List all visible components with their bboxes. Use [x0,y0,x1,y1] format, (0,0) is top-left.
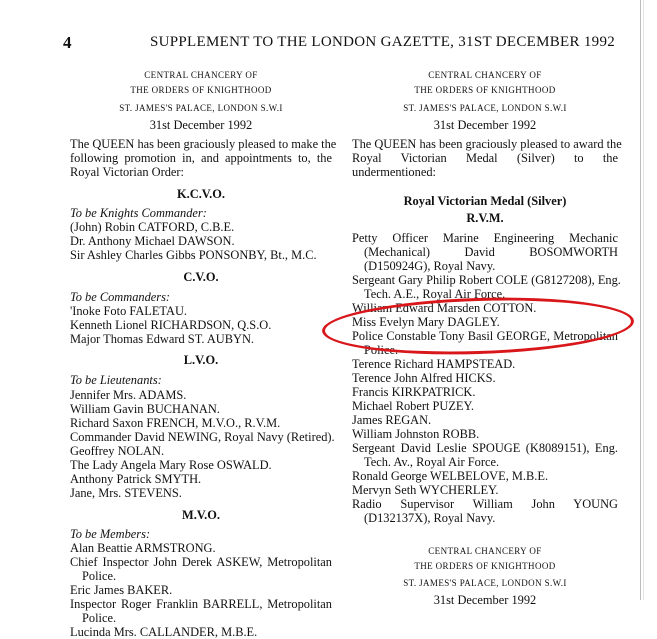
medal-recipient-continued: Tech. A.E., Royal Air Force. [364,287,506,301]
page-edge-shadow [643,0,644,600]
medal-recipient: Terence Richard HAMPSTEAD. [352,357,516,371]
intro-line: undermentioned: [352,165,436,179]
honour-name: Richard Saxon FRENCH, M.V.O., R.V.M. [70,416,281,430]
intro-line: Royal Victorian Order: [70,165,184,179]
section-heading-rvm: R.V.M. [466,211,504,225]
page-edge [640,0,641,600]
honour-name-continued: Police. [82,611,117,625]
section-heading-kcvo: K.C.V.O. [177,187,225,201]
honour-name: 'Inoke Foto FALETAU. [70,304,187,318]
honour-name: Major Thomas Edward ST. AUBYN. [70,332,255,346]
medal-recipient: Michael Robert PUZEY. [352,399,474,413]
honour-name: Jennifer Mrs. ADAMS. [70,388,187,402]
honour-name: Geoffrey NOLAN. [70,444,165,458]
honour-name: Commander David NEWING, Royal Navy (Retired). [70,430,335,444]
chancery-line-1: CENTRAL CHANCERY OF [144,70,258,80]
palace-line: ST. JAMES'S PALACE, LONDON S.W.I [403,103,567,113]
medal-heading: Royal Victorian Medal (Silver) [403,194,567,208]
notice-date: 31st December 1992 [149,118,253,132]
section-subheading: To be Lieutenants: [70,373,162,387]
medal-recipient: William Johnston ROBB. [352,427,480,441]
medal-recipient-continued: (D132137X), Royal Navy. [364,511,496,525]
intro-line: The QUEEN has been graciously pleased to award the [352,137,622,151]
honour-name: Lucinda Mrs. CALLANDER, M.B.E. [70,625,258,639]
medal-recipient-continued: (Mechanical) David BOSOMWORTH [364,245,618,259]
chancery-line-1: CENTRAL CHANCERY OF [428,546,542,556]
palace-line: ST. JAMES'S PALACE, LONDON S.W.I [119,103,283,113]
honour-name: Kenneth Lionel RICHARDSON, Q.S.O. [70,318,272,332]
section-subheading: To be Knights Commander: [70,206,207,220]
medal-recipient-highlighted: Police Constable Tony Basil GEORGE, Metropolitan [352,329,618,343]
section-heading-mvo: M.V.O. [182,508,220,522]
intro-line: following promotion in, and appointments to, the [70,151,332,165]
chancery-line-2: THE ORDERS OF KNIGHTHOOD [414,85,556,95]
medal-recipient: James REGAN. [352,413,432,427]
honour-name: Jane, Mrs. STEVENS. [70,486,182,500]
section-subheading: To be Commanders: [70,290,171,304]
medal-recipient: Ronald George WELBELOVE, M.B.E. [352,469,549,483]
honour-name: Sir Ashley Charles Gibbs PONSONBY, Bt., M.C. [70,248,317,262]
section-subheading: To be Members: [70,527,151,541]
medal-recipient: Sergeant Gary Philip Robert COLE (G8127208), Eng. [352,273,621,287]
honour-name: Anthony Patrick SMYTH. [70,472,202,486]
honour-name-continued: Police. [82,569,117,583]
honour-name: (John) Robin CATFORD, C.B.E. [70,220,235,234]
medal-recipient: William Edward Marsden COTTON. [352,301,537,315]
medal-recipient: Petty Officer Marine Engineering Mechanic [352,231,618,245]
notice-date: 31st December 1992 [433,118,537,132]
palace-line: ST. JAMES'S PALACE, LONDON S.W.I [403,578,567,588]
section-heading-lvo: L.V.O. [183,353,219,367]
medal-recipient-continued: Tech. Av., Royal Air Force. [364,455,500,469]
medal-recipient: Sergeant David Leslie SPOUGE (K8089151), Eng. [352,441,618,455]
medal-recipient: Radio Supervisor William John YOUNG [352,497,618,511]
notice-date: 31st December 1992 [433,593,537,607]
intro-line: The QUEEN has been graciously pleased to make the [70,137,337,151]
page-number: 4 [63,33,72,52]
medal-recipient-continued: Police. [364,343,399,357]
honour-name: The Lady Angela Mary Rose OSWALD. [70,458,272,472]
chancery-line-2: THE ORDERS OF KNIGHTHOOD [130,85,272,95]
medal-recipient: Terence John Alfred HICKS. [352,371,496,385]
honour-name: Dr. Anthony Michael DAWSON. [70,234,235,248]
chancery-line-2: THE ORDERS OF KNIGHTHOOD [414,561,556,571]
medal-recipient: Mervyn Seth WYCHERLEY. [352,483,499,497]
chancery-line-1: CENTRAL CHANCERY OF [428,70,542,80]
medal-recipient: Miss Evelyn Mary DAGLEY. [352,315,500,329]
section-heading-cvo: C.V.O. [183,270,219,284]
honour-name: William Gavin BUCHANAN. [70,402,220,416]
honour-name: Inspector Roger Franklin BARRELL, Metropolitan [70,597,332,611]
honour-name: Eric James BAKER. [70,583,173,597]
running-header: SUPPLEMENT TO THE LONDON GAZETTE, 31ST DECEMBER 1992 [150,34,616,50]
intro-line: Royal Victorian Medal (Silver) to the [352,151,618,165]
medal-recipient-continued: (D150924G), Royal Navy. [364,259,496,273]
honour-name: Chief Inspector John Derek ASKEW, Metropolitan [70,555,332,569]
honour-name: Alan Beattie ARMSTRONG. [70,541,216,555]
medal-recipient: Francis KIRKPATRICK. [352,385,476,399]
